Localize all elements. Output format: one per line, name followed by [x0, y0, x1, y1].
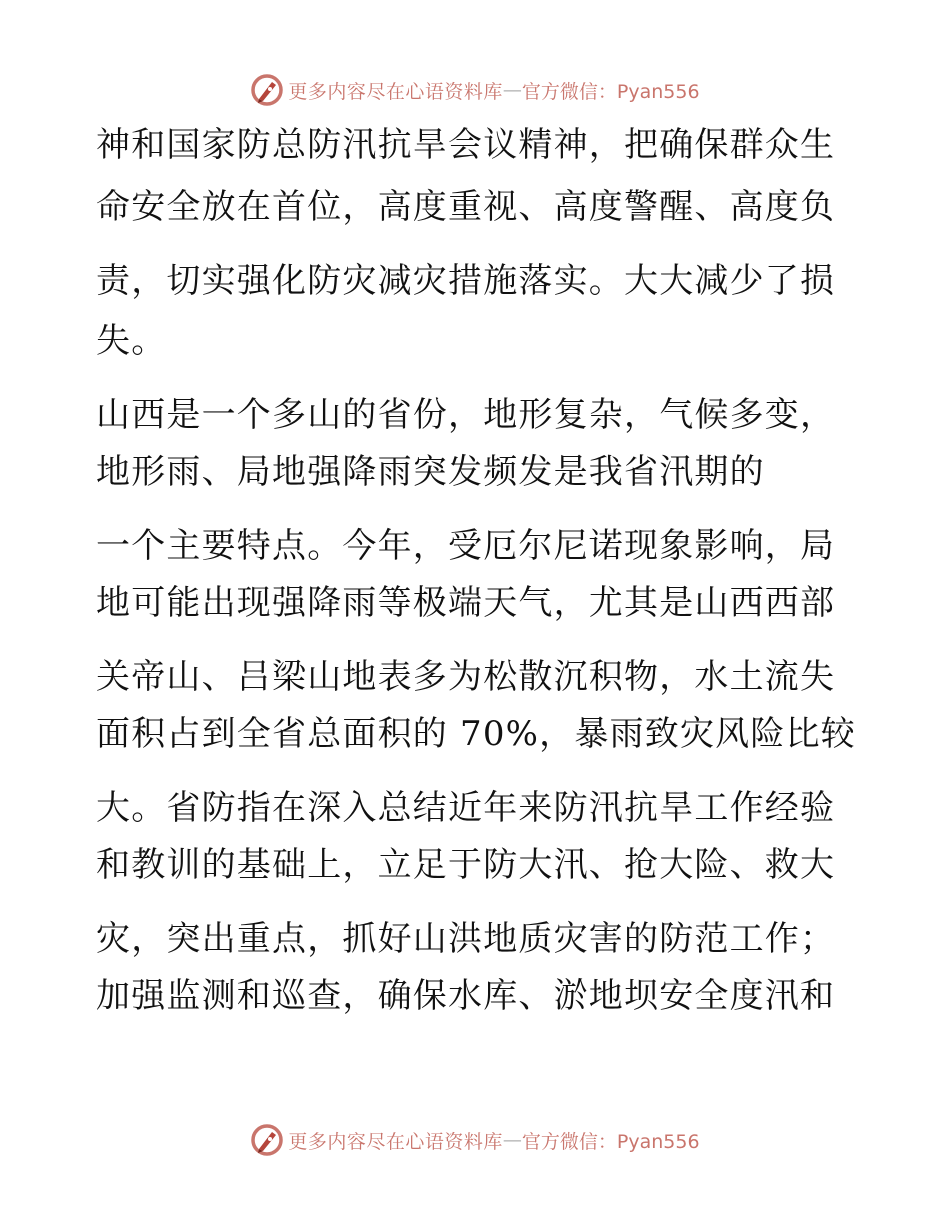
body-line: 命安全放在首位，高度重视、高度警醒、高度负	[96, 187, 836, 227]
banner-separator: —	[502, 1129, 522, 1151]
body-line: 神和国家防总防汛抗旱会议精神，把确保群众生	[96, 125, 836, 165]
body-line: 地可能出现强降雨等极端天气，尤其是山西西部	[96, 583, 836, 623]
body-line: 失。	[96, 321, 167, 361]
banner-wechat: 官方微信：Pyan556	[521, 80, 700, 103]
body-line: 面积占到全省总面积的 70%，暴雨致灾风险比较	[96, 714, 856, 754]
pen-circle-logo-icon	[250, 73, 284, 107]
body-line: 关帝山、吕梁山地表多为松散沉积物，水土流失	[96, 657, 836, 697]
body-line: 责，切实强化防灾减灾措施落实。大大减少了损	[96, 261, 836, 301]
body-line: 山西是一个多山的省份，地形复杂，气候多变，	[96, 395, 836, 435]
banner-title: 更多内容尽在心语资料库	[288, 1130, 503, 1153]
body-line: 和教训的基础上，立足于防大汛、抢大险、救大	[96, 845, 836, 885]
banner-separator: —	[502, 79, 522, 101]
header-banner	[0, 70, 950, 110]
footer-banner	[0, 1120, 950, 1160]
banner-wechat: 官方微信：Pyan556	[521, 1130, 700, 1153]
body-line: 灾，突出重点，抓好山洪地质灾害的防范工作；	[96, 919, 836, 959]
body-line: 一个主要特点。今年，受厄尔尼诺现象影响，局	[96, 526, 836, 566]
body-line: 大。省防指在深入总结近年来防汛抗旱工作经验	[96, 788, 836, 828]
pen-circle-logo-icon	[250, 1123, 284, 1157]
banner-title: 更多内容尽在心语资料库	[288, 80, 503, 103]
body-line: 加强监测和巡查，确保水库、淤地坝安全度汛和	[96, 976, 836, 1016]
body-line: 地形雨、局地强降雨突发频发是我省汛期的	[96, 452, 765, 492]
